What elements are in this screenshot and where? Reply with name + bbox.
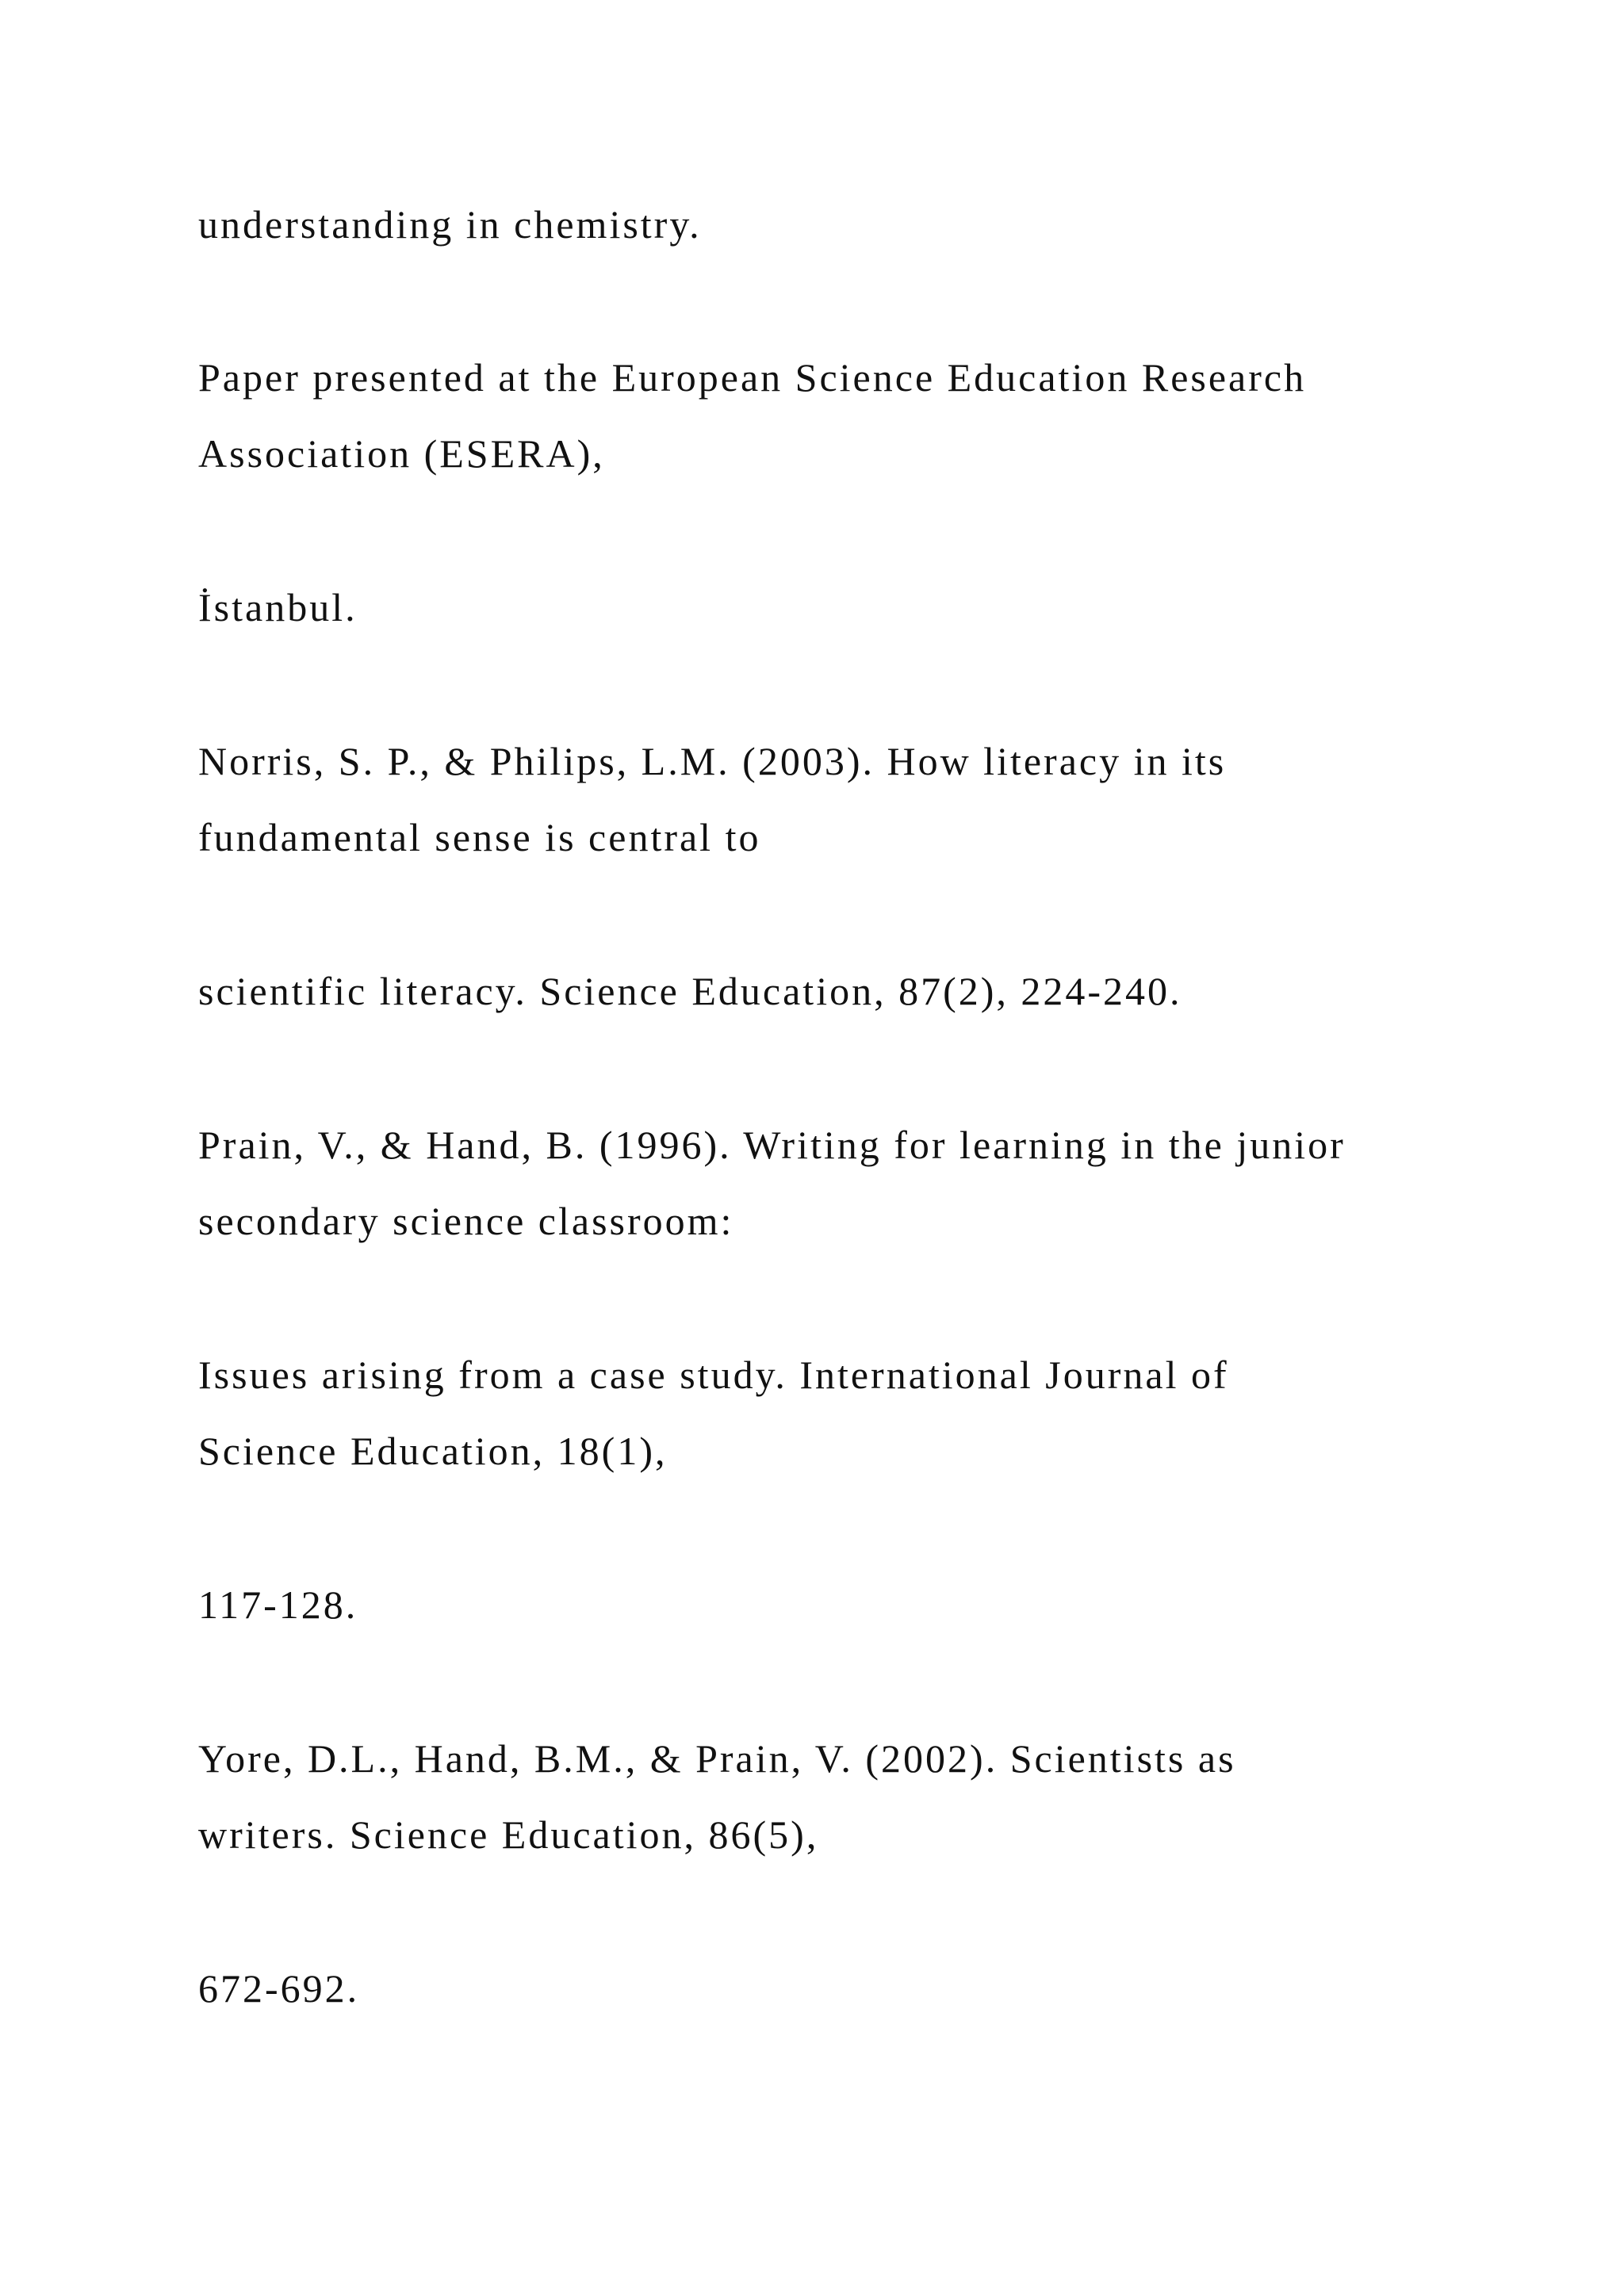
text-line: 117-128. xyxy=(198,1582,358,1627)
text-line: Science Education, 18(1), xyxy=(198,1429,668,1473)
text-line: fundamental sense is central to xyxy=(198,815,761,859)
text-line: Association (ESERA), xyxy=(198,431,605,476)
text-line: İstanbul. xyxy=(198,585,358,629)
text-line: understanding in chemistry. xyxy=(198,202,702,247)
text-line: writers. Science Education, 86(5), xyxy=(198,1812,819,1857)
text-line: Paper presented at the European Science Education Research xyxy=(198,355,1307,400)
text-line: Norris, S. P., & Philips, L.M. (2003). How literacy in its xyxy=(198,739,1227,783)
text-line: Yore, D.L., Hand, B.M., & Prain, V. (2002). Scientists as xyxy=(198,1736,1236,1781)
text-line: secondary science classroom: xyxy=(198,1199,734,1243)
text-line: 672-692. xyxy=(198,1966,360,2011)
text-line: Issues arising from a case study. International Journal of xyxy=(198,1353,1229,1397)
text-line: Prain, V., & Hand, B. (1996). Writing for learning in the junior xyxy=(198,1123,1346,1167)
text-line: scientific literacy. Science Education, 87(2), 224-240. xyxy=(198,969,1182,1013)
